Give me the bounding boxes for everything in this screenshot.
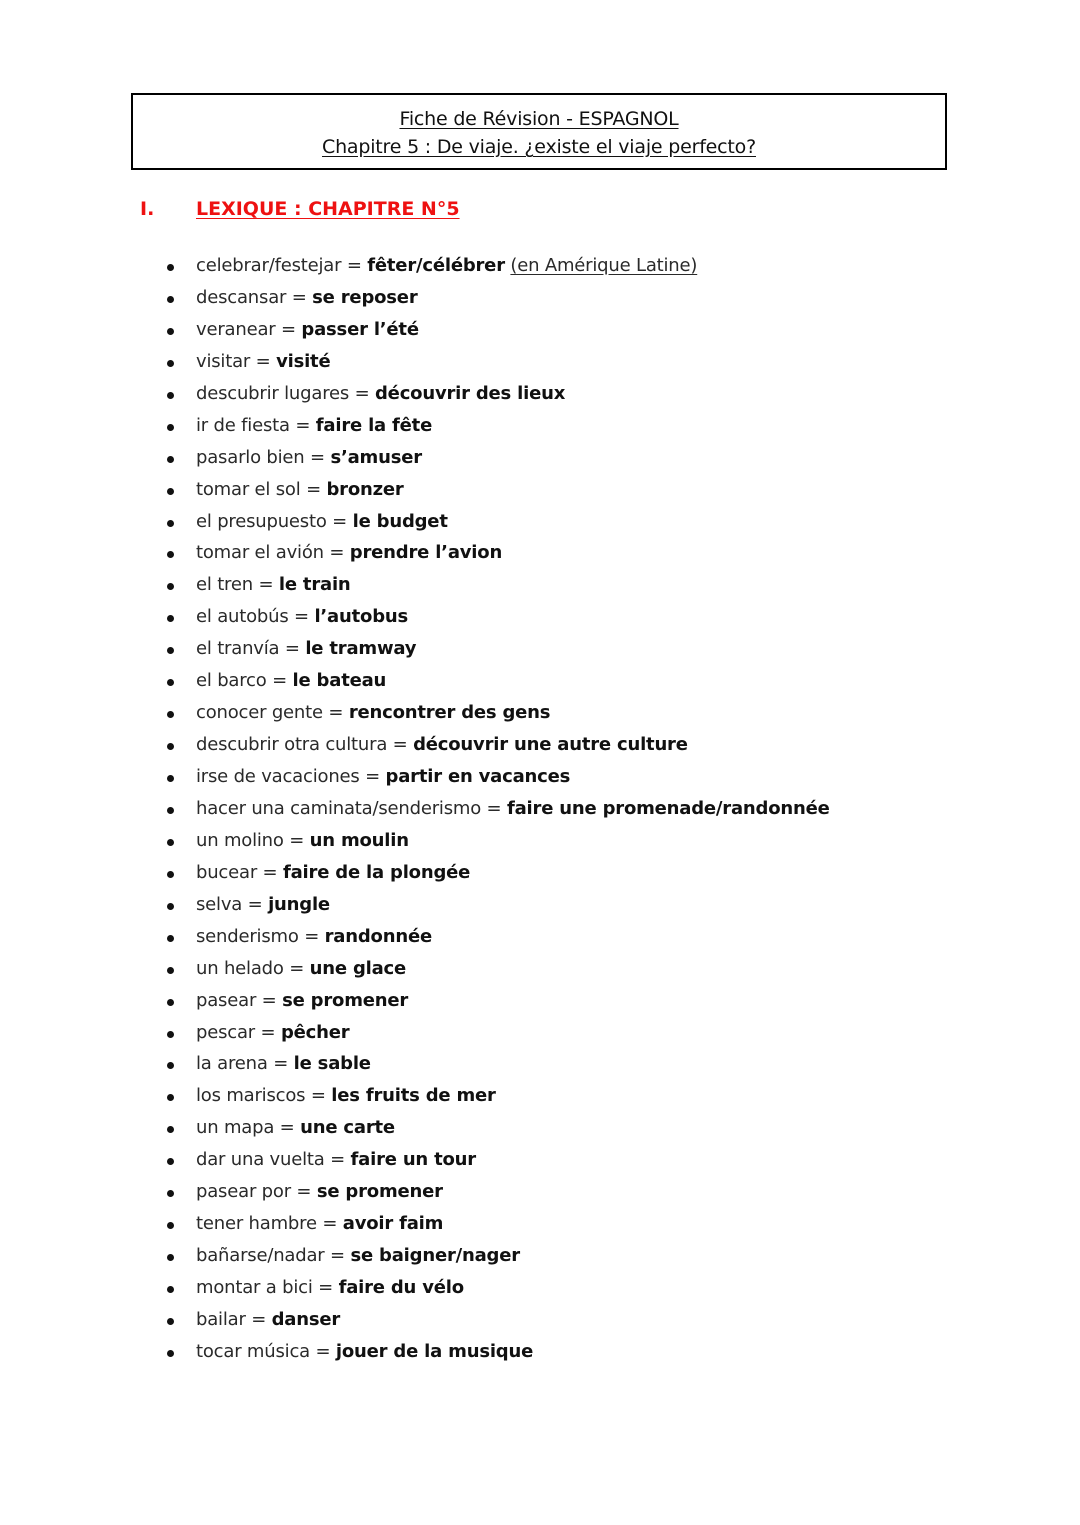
spanish-term: hacer una caminata/senderismo =: [196, 797, 502, 819]
vocab-entry: [196, 830, 409, 851]
french-translation: une glace: [309, 957, 407, 979]
bullet-icon: [167, 456, 174, 463]
spanish-term: el tren =: [196, 574, 274, 596]
spanish-term: bañarse/nadar =: [196, 1245, 345, 1267]
french-translation: rencontrer des gens: [348, 702, 551, 724]
french-translation: se reposer: [312, 286, 418, 308]
title-box: [131, 93, 947, 170]
bullet-icon: [167, 903, 174, 910]
spanish-term: descubrir otra cultura =: [196, 734, 408, 756]
vocab-entry: [196, 287, 418, 308]
bullet-icon: [167, 296, 174, 303]
spanish-term: bailar =: [196, 1308, 267, 1330]
usage-note: (en Amérique Latine): [510, 255, 698, 276]
bullet-icon: [167, 935, 174, 942]
vocab-entry: [196, 1053, 371, 1074]
french-translation: partir en vacances: [385, 766, 571, 787]
french-translation: faire de la plongée: [282, 861, 471, 883]
spanish-term: el barco =: [196, 670, 287, 692]
bullet-icon: [167, 1158, 174, 1165]
bullet-icon: [167, 583, 174, 590]
vocab-entry: [196, 958, 406, 979]
french-translation: une carte: [300, 1117, 395, 1139]
french-translation: bronzer: [326, 478, 404, 500]
spanish-term: tomar el sol =: [196, 478, 321, 500]
vocab-entry: [196, 926, 432, 947]
spanish-term: un mapa =: [196, 1117, 295, 1139]
spanish-term: bucear =: [196, 861, 278, 883]
spanish-term: la arena =: [196, 1053, 289, 1075]
vocab-entry: [196, 319, 419, 340]
french-translation: le bateau: [292, 670, 387, 692]
vocab-entry: [196, 766, 570, 787]
french-translation: jungle: [268, 893, 330, 915]
spanish-term: pasarlo bien =: [196, 446, 325, 468]
spanish-term: celebrar/festejar =: [196, 255, 362, 276]
spanish-term: un molino =: [196, 829, 305, 851]
bullet-icon: [167, 615, 174, 622]
spanish-term: dar una vuelta =: [196, 1149, 345, 1171]
spanish-term: tener hambre =: [196, 1213, 338, 1235]
french-translation: fêter/célébrer: [367, 255, 505, 276]
bullet-icon: [167, 807, 174, 814]
french-translation: découvrir une autre culture: [413, 734, 688, 756]
bullet-icon: [167, 679, 174, 686]
bullet-icon: [167, 1286, 174, 1293]
bullet-icon: [167, 360, 174, 367]
french-translation: s’amuser: [330, 446, 422, 468]
bullet-icon: [167, 775, 174, 782]
vocab-entry: [196, 542, 502, 563]
french-translation: pêcher: [280, 1021, 350, 1043]
spanish-term: veranear =: [196, 318, 296, 340]
vocab-entry: [196, 1149, 476, 1170]
spanish-term: pasear por =: [196, 1181, 312, 1203]
french-translation: le budget: [352, 510, 448, 532]
spanish-term: un helado =: [196, 957, 305, 979]
bullet-icon: [167, 424, 174, 431]
bullet-icon: [167, 1094, 174, 1101]
vocab-entry: [196, 894, 330, 915]
spanish-term: tocar música =: [196, 1340, 331, 1362]
vocab-entry: [196, 702, 550, 723]
bullet-icon: [167, 839, 174, 846]
french-translation: le tramway: [305, 638, 417, 660]
vocab-entry: [196, 638, 416, 659]
spanish-term: pescar =: [196, 1021, 276, 1043]
vocab-entry: [196, 1022, 349, 1043]
french-translation: les fruits de mer: [331, 1085, 496, 1107]
french-translation: le sable: [293, 1053, 371, 1075]
french-translation: le train: [278, 574, 351, 596]
vocab-entry: [196, 415, 432, 436]
bullet-icon: [167, 1222, 174, 1229]
spanish-term: ir de fiesta =: [196, 414, 311, 436]
chapter-title: Chapitre 5 : De viaje. ¿existe el viaje perfecto?: [322, 136, 756, 158]
bullet-icon: [167, 520, 174, 527]
bullet-icon: [167, 743, 174, 750]
vocab-entry: [196, 798, 830, 819]
vocab-entry: [196, 990, 408, 1011]
bullet-icon: [167, 711, 174, 718]
bullet-icon: [167, 1126, 174, 1133]
vocab-entry: [196, 1181, 443, 1202]
vocab-entry: [196, 255, 697, 276]
bullet-icon: [167, 328, 174, 335]
french-translation: découvrir des lieux: [375, 382, 566, 404]
spanish-term: irse de vacaciones =: [196, 766, 380, 787]
vocab-entry: [196, 383, 565, 404]
spanish-term: montar a bici =: [196, 1277, 334, 1298]
french-translation: se promener: [316, 1181, 443, 1203]
vocab-entry: [196, 447, 422, 468]
french-translation: prendre l’avion: [349, 542, 503, 564]
spanish-term: selva =: [196, 893, 263, 915]
bullet-icon: [167, 1062, 174, 1069]
french-translation: visité: [276, 350, 331, 372]
vocab-entry: [196, 1213, 443, 1234]
french-translation: randonnée: [324, 925, 432, 947]
spanish-term: tomar el avión =: [196, 542, 345, 564]
vocab-entry: [196, 1085, 496, 1106]
document-title: Fiche de Révision - ESPAGNOL: [399, 108, 679, 130]
french-translation: l’autobus: [314, 606, 409, 628]
bullet-icon: [167, 999, 174, 1006]
vocab-entry: [196, 511, 448, 532]
bullet-icon: [167, 871, 174, 878]
french-translation: passer l’été: [301, 318, 419, 340]
spanish-term: el autobús =: [196, 606, 309, 628]
vocab-entry: [196, 670, 386, 691]
french-translation: faire du vélo: [338, 1277, 464, 1298]
bullet-icon: [167, 488, 174, 495]
french-translation: avoir faim: [342, 1213, 444, 1235]
vocab-entry: [196, 1117, 395, 1138]
french-translation: jouer de la musique: [335, 1340, 534, 1362]
vocab-entry: [196, 734, 688, 755]
vocab-entry: [196, 1245, 520, 1266]
french-translation: faire un tour: [350, 1149, 476, 1171]
bullet-icon: [167, 647, 174, 654]
vocab-entry: [196, 606, 408, 627]
spanish-term: conocer gente =: [196, 702, 344, 724]
spanish-term: el tranvía =: [196, 638, 300, 660]
bullet-icon: [167, 967, 174, 974]
section-title: LEXIQUE : CHAPITRE N°5: [196, 198, 460, 220]
vocab-entry: [196, 574, 351, 595]
spanish-term: visitar =: [196, 350, 271, 372]
spanish-term: el presupuesto =: [196, 510, 348, 532]
bullet-icon: [167, 551, 174, 558]
bullet-icon: [167, 1350, 174, 1357]
french-translation: danser: [271, 1308, 341, 1330]
vocab-entry: [196, 479, 404, 500]
spanish-term: descansar =: [196, 286, 307, 308]
spanish-term: senderismo =: [196, 925, 320, 947]
spanish-term: descubrir lugares =: [196, 382, 370, 404]
french-translation: se baigner/nager: [350, 1245, 520, 1267]
bullet-icon: [167, 1318, 174, 1325]
bullet-icon: [167, 1031, 174, 1038]
bullet-icon: [167, 1254, 174, 1261]
french-translation: faire la fête: [315, 414, 433, 436]
spanish-term: pasear =: [196, 989, 277, 1011]
french-translation: se promener: [282, 989, 409, 1011]
vocab-entry: [196, 862, 470, 883]
bullet-icon: [167, 392, 174, 399]
vocab-entry: [196, 1309, 340, 1330]
french-translation: faire une promenade/randonnée: [506, 797, 830, 819]
vocab-entry: [196, 1341, 533, 1362]
vocab-entry: [196, 351, 330, 372]
bullet-icon: [167, 1190, 174, 1197]
spanish-term: los mariscos =: [196, 1085, 326, 1107]
section-number: I.: [140, 198, 155, 220]
bullet-icon: [167, 264, 174, 271]
french-translation: un moulin: [309, 829, 409, 851]
vocab-entry: [196, 1277, 464, 1298]
